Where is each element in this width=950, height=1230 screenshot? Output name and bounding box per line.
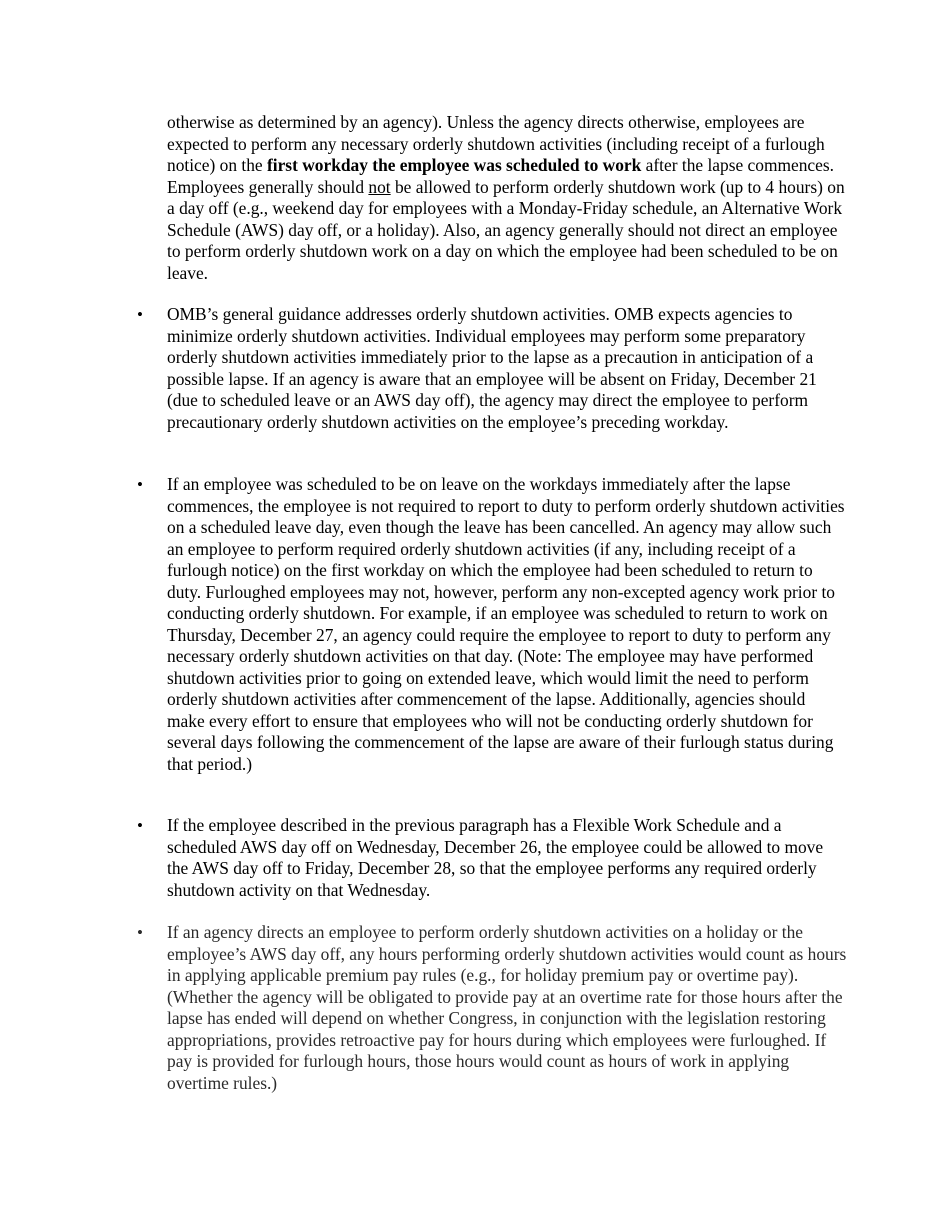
intro-paragraph bbox=[167, 112, 847, 284]
bullet-marker: • bbox=[137, 816, 143, 835]
intro-bold-phrase: first workday the employee was scheduled to work bbox=[266, 155, 642, 175]
bullet-paragraph-omb-guidance: OMB’s general guidance addresses orderly shutdown activities. OMB expects agencies to minimize orderly shutdown activities. Individual employees may perform some preparatory orderly shutdown activities immediately prior to the lapse as a precaution in anticipation of a possible lapse. If an agency is aware that an employee will be absent on Friday, December 21 (due to scheduled leave or an AWS day off), the agency may direct the employee to perform precautionary orderly shutdown activities on the employee’s preceding workday. bbox=[167, 304, 817, 432]
bullet-paragraph-leave-employees: If an employee was scheduled to be on leave on the workdays immediately after the lapse commences, the employee is not required to report to duty to perform orderly shutdown activities on a scheduled leave day, even though the leave has been cancelled. An agency may allow such an employee to perform required orderly shutdown activities (if any, including receipt of a furlough notice) on the first workday on which the employee had been scheduled to return to duty. Furloughed employees may not, however, perform any non-excepted agency work prior to conducting orderly shutdown. For example, if an employee was scheduled to return to work on Thursday, December 27, an agency could require the employee to report to duty to perform any necessary orderly shutdown activities on that day. (Note: The employee may have performed shutdown activities prior to going on extended leave, which would limit the need to perform orderly shutdown activities after commencement of the lapse. Additionally, agencies should make every effort to ensure that employees who will not be conducting orderly shutdown for several days following the commencement of the lapse are aware of their furlough status during that period.) bbox=[167, 474, 845, 774]
bullet-marker: • bbox=[137, 923, 143, 942]
intro-underlined-word: not bbox=[368, 176, 391, 197]
bullet-marker: • bbox=[137, 475, 143, 494]
bullet-paragraph-premium-pay: If an agency directs an employee to perform orderly shutdown activities on a holiday or the employee’s AWS day off, any hours performing orderly shutdown activities would count as hours in applying applicable premium pay rules (e.g., for holiday premium pay or overtime pay). (Whether the agency will be obligated to provide pay at an overtime rate for those hours after the lapse has ended will depend on whether Congress, in conjunction with the legislation restoring appropriations, provides retroactive pay for hours during which employees were furloughed. If pay is provided for furlough hours, those hours would count as hours of work in applying overtime rules.) bbox=[167, 922, 847, 1093]
bullet-paragraph-flexible-schedule: If the employee described in the previous paragraph has a Flexible Work Schedule and a scheduled AWS day off on Wednesday, December 26, the employee could be allowed to move the AWS day off to Friday, December 28, so that the employee performs any required orderly shutdown activity on that Wednesday. bbox=[167, 815, 824, 900]
intro-text-after: be allowed to perform orderly shutdown work (up to 4 hours) on a day off (e.g., weekend day for employees with a Monday-Friday schedule, an Alternative Work Schedule (AWS) day off, or a holiday). Also, an agency generally should not direct an employee to perform orderly shutdown work on a day on which the employee had been scheduled to be on leave. bbox=[167, 176, 845, 283]
intro-text-between: after the lapse commences. Employees generally should bbox=[167, 155, 834, 197]
intro-text-before-bold: otherwise as determined by an agency). Unless the agency directs otherwise, employees are expected to perform any necessary orderly shutdown activities (including receipt of a furlough notice) on the bbox=[167, 112, 825, 175]
bullet-marker: • bbox=[137, 305, 143, 324]
